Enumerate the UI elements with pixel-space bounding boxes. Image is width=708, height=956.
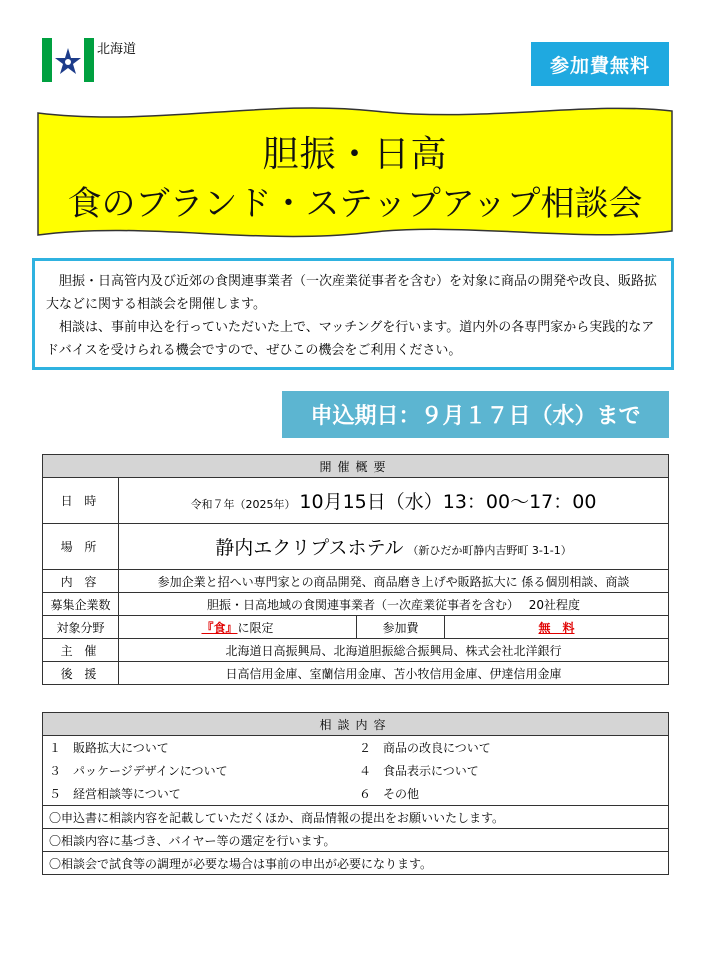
target-cell: [119, 616, 357, 639]
content-label: 内 容: [43, 570, 119, 593]
free-participation-badge: 参加費無料: [531, 42, 669, 86]
consult-note: 〇相談会で試食等の調理が必要な場合は事前の申出が必要になります。: [43, 852, 669, 875]
consult-item: １ 販路拡大について: [49, 741, 169, 755]
intro-box: [32, 258, 674, 370]
datetime-main: 10月15日（水）13：00～17：00: [299, 491, 597, 513]
target-label: 対象分野: [43, 616, 119, 639]
hokkaido-logo-icon: [42, 38, 94, 82]
banner-title-line1: 胆振・日高: [262, 134, 448, 175]
consult-item: ４ 食品表示について: [359, 764, 479, 778]
overview-header: 開催概要: [43, 455, 669, 478]
intro-paragraph-1: 胆振・日高管内及び近郊の食関連事業者（一次産業従事者を含む）を対象に商品の開発や改良、販路拡大などに関する相談会を開催します。: [46, 274, 658, 312]
datetime-prefix: 令和７年（2025年）: [190, 498, 296, 511]
banner-title-line2: 食のブランド・ステップアップ相談会: [67, 184, 643, 224]
venue-label: 場 所: [43, 524, 119, 570]
consultation-content-table: [42, 712, 669, 875]
target-suffix: に限定: [237, 620, 274, 635]
fee-cell: [445, 616, 669, 639]
content-text: 参加企業と招へい専門家との商品開発、商品磨き上げや販路拡大に 係る個別相談、商談: [119, 570, 669, 593]
consult-item: ５ 経営相談等について: [49, 787, 181, 801]
venue-cell: [119, 524, 669, 570]
support-text: 日高信用金庫、室蘭信用金庫、苫小牧信用金庫、伊達信用金庫: [119, 662, 669, 685]
recruit-label: 募集企業数: [43, 593, 119, 616]
venue-name: 静内エクリプスホテル: [215, 537, 404, 559]
consult-item: ２ 商品の改良について: [359, 741, 491, 755]
fee-label: 参加費: [357, 616, 445, 639]
recruit-text: 胆振・日高地域の食関連事業者（一次産業従事者を含む） 20社程度: [119, 593, 669, 616]
consult-header: 相談内容: [43, 713, 669, 736]
fee-value: 無 料: [538, 620, 575, 635]
consult-items: [43, 736, 669, 805]
host-text: 北海道日高振興局、北海道胆振総合振興局、株式会社北洋銀行: [119, 639, 669, 662]
consult-note: 〇相談内容に基づき、バイヤー等の選定を行います。: [43, 829, 669, 852]
datetime-cell: [119, 478, 669, 524]
consult-item: ３ パッケージデザインについて: [49, 764, 228, 778]
org-name: 北海道: [97, 42, 137, 57]
application-deadline: 申込期日：９月１７日（水）まで: [282, 391, 669, 438]
support-label: 後 援: [43, 662, 119, 685]
host-label: 主 催: [43, 639, 119, 662]
venue-address: （新ひだか町静内吉野町 3-1-1）: [407, 544, 572, 557]
consult-item: ６ その他: [359, 787, 420, 801]
intro-paragraph-2: 相談は、事前申込を行っていただいた上で、マッチングを行います。道内外の各専門家から実践的なアドバイスを受けられる機会ですので、ぜひこの機会をご利用ください。: [46, 320, 655, 358]
target-value: 『食』: [201, 620, 238, 635]
datetime-label: 日 時: [43, 478, 119, 524]
consult-note: 〇申込書に相談内容を記載していただくほか、商品情報の提出をお願いいたします。: [43, 806, 669, 829]
event-overview-table: [42, 454, 669, 685]
